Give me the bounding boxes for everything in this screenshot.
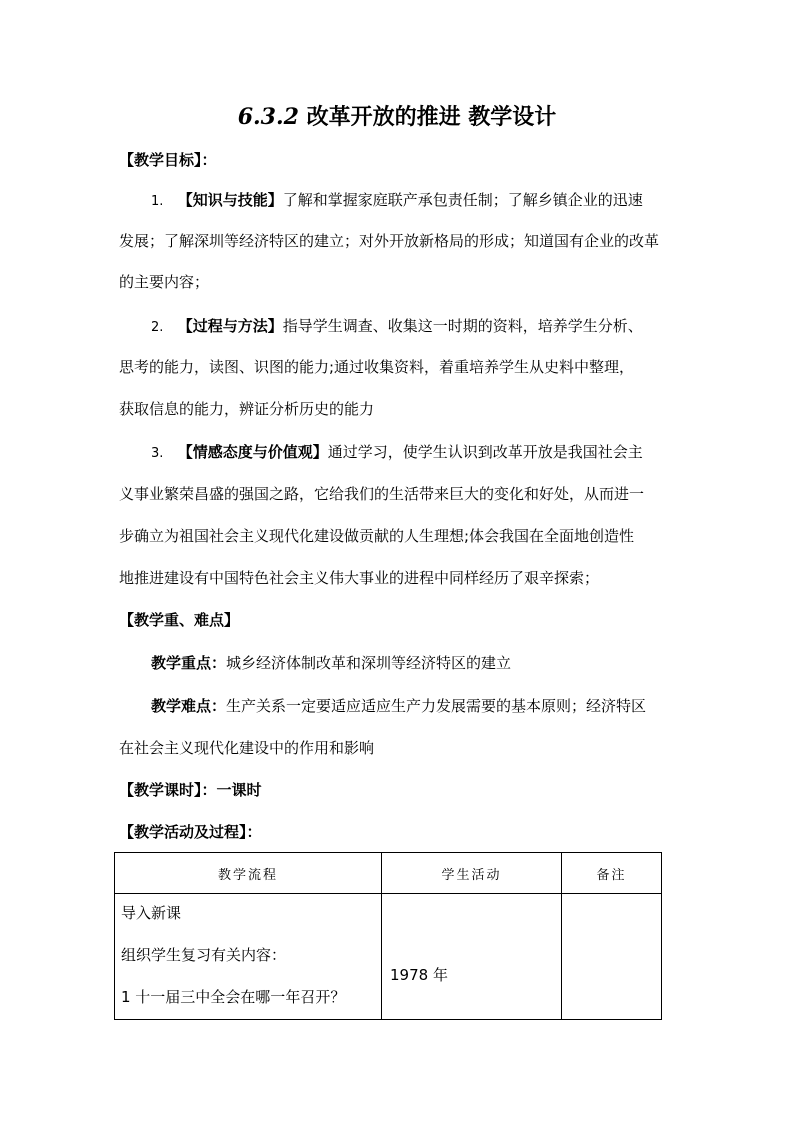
period-value: 一课时 xyxy=(216,781,262,799)
process-line-1: 导入新课 xyxy=(121,904,182,922)
difficult-point-line-1 xyxy=(151,695,646,717)
objective-1-line-3: 的主要内容； xyxy=(119,273,210,291)
title-text: 改革开放的推进 教学设计 xyxy=(306,104,557,130)
objective-3-index: 3. xyxy=(151,446,164,461)
objective-3-text-1: 通过学习，使学生认识到改革开放是我国社会主 xyxy=(327,443,643,461)
key-point-text: 城乡经济体制改革和深圳等经济特区的建立 xyxy=(226,654,512,672)
objective-3-line-2: 义事业繁荣昌盛的强国之路，它给我们的生活带来巨大的变化和好处，从而进一 xyxy=(119,485,645,503)
process-line-3: 1 十一届三中全会在哪一年召开？ xyxy=(121,988,346,1006)
objective-2-line-2: 思考的能力，读图、识图的能力;通过收集资料，着重培养学生从史料中整理， xyxy=(119,358,635,376)
difficult-point-text-1: 生产关系一定要适应适应生产力发展需要的基本原则；经济特区 xyxy=(226,697,647,715)
objective-2-label: 【过程与方法】 xyxy=(177,317,283,335)
objective-2-index: 2. xyxy=(151,320,164,335)
objective-3-label: 【情感态度与价值观】 xyxy=(177,443,328,461)
header-remarks: 备注 xyxy=(562,853,662,894)
objective-1-text-1: 了解和掌握家庭联产承包责任制；了解乡镇企业的迅速 xyxy=(282,191,643,209)
key-point-label: 教学重点： xyxy=(151,654,227,672)
process-line-2: 组织学生复习有关内容： xyxy=(121,946,287,964)
objective-1-index: 1. xyxy=(151,194,164,209)
objective-2-text-1: 指导学生调查、收集这一时期的资料，培养学生分析、 xyxy=(282,317,643,335)
objective-3-line-1 xyxy=(151,441,643,465)
header-process: 教学流程 xyxy=(115,853,382,894)
objective-3-line-4: 地推进建设有中国特色社会主义伟大事业的进程中同样经历了艰辛探索； xyxy=(119,569,600,587)
objective-1-label: 【知识与技能】 xyxy=(177,191,283,209)
activities-table xyxy=(114,852,662,1020)
objective-2-line-1 xyxy=(151,315,643,339)
cell-process xyxy=(115,894,382,1020)
period-label: 【教学课时】： xyxy=(119,781,217,799)
cell-student-activity xyxy=(382,894,562,1020)
objective-3-line-3: 步确立为祖国社会主义现代化建设做贡献的人生理想;体会我国在全面地创造性 xyxy=(119,527,635,545)
objective-1-line-1 xyxy=(151,189,643,213)
period-line xyxy=(119,779,262,801)
table-row xyxy=(115,894,662,1020)
student-activity-text: 1978 年 xyxy=(390,966,448,984)
difficult-point-label: 教学难点： xyxy=(151,697,227,715)
title-number: 6.3.2 xyxy=(237,104,299,130)
table-header-row xyxy=(115,853,662,894)
objective-2-line-3: 获取信息的能力，辨证分析历史的能力 xyxy=(119,400,375,418)
difficult-point-line-2: 在社会主义现代化建设中的作用和影响 xyxy=(119,739,375,757)
page-title xyxy=(0,100,794,131)
objectives-heading: 【教学目标】： xyxy=(119,151,217,169)
cell-remarks xyxy=(562,894,662,1020)
key-point xyxy=(151,652,511,674)
activities-heading: 【教学活动及过程】： xyxy=(119,823,262,841)
header-student-activity: 学生活动 xyxy=(382,853,562,894)
objective-1-line-2: 发展；了解深圳等经济特区的建立；对外开放新格局的形成；知道国有企业的改革 xyxy=(119,232,660,250)
key-points-heading: 【教学重、难点】 xyxy=(119,611,240,629)
